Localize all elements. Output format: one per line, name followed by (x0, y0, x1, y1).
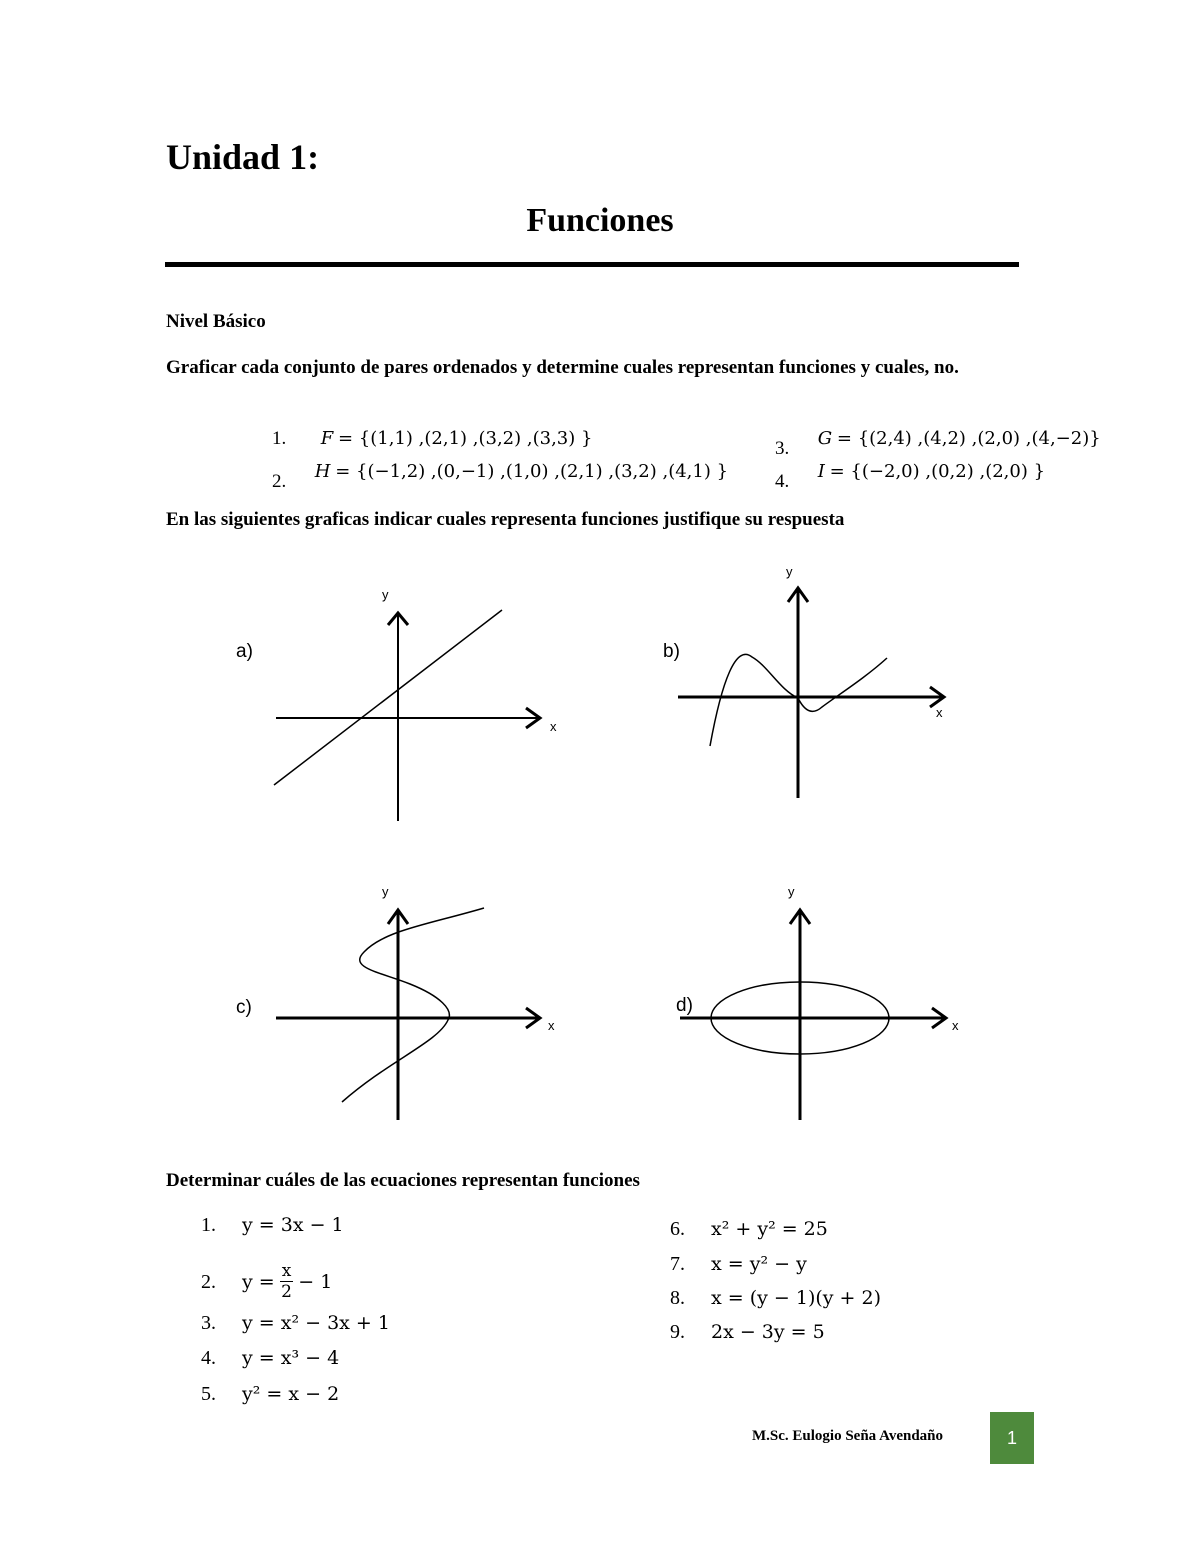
set-item (272, 461, 729, 492)
equation-number: 8. (670, 1287, 685, 1309)
equation-number: 7. (670, 1253, 685, 1275)
y-axis-label: y (382, 587, 389, 602)
set-expression: = {(−1,2) ,(0,−1) ,(1,0) ,(2,1) ,(3,2) ,(4,1) } (335, 461, 729, 482)
equation-item (201, 1263, 332, 1304)
set-number: 4. (775, 471, 790, 492)
equation-number: 6. (670, 1218, 685, 1240)
y-axis-label: y (788, 884, 795, 899)
set-item (775, 428, 1101, 459)
graph-a-curve (274, 610, 502, 785)
set-name: G (817, 428, 833, 449)
equation-expression: x² + y² = 25 (711, 1218, 828, 1240)
x-axis-label: x (548, 1018, 555, 1033)
set-expression: = {(2,4) ,(4,2) ,(2,0) ,(4,−2)} (836, 428, 1101, 449)
equation-number: 9. (670, 1321, 685, 1343)
equation-item (670, 1218, 828, 1241)
equation-item (201, 1383, 339, 1406)
x-axis-label: x (936, 705, 943, 720)
x-axis-label: x (550, 719, 557, 734)
equation-item (670, 1253, 807, 1276)
page-title: Funciones (526, 202, 674, 239)
equation-expression: x = (y − 1)(y + 2) (711, 1287, 882, 1309)
equation-expression: y² = x − 2 (242, 1383, 340, 1405)
section1-instruction: Graficar cada conjunto de pares ordenados y determine cuales representan funciones y cuales, no. (166, 357, 959, 378)
page-number: 1 (990, 1412, 1034, 1464)
graph-d (670, 880, 970, 1125)
equation-expression: y = 3x − 1 (242, 1214, 344, 1236)
equation-item (201, 1347, 339, 1370)
y-axis-label: y (382, 884, 389, 899)
graph-d-label: d) (676, 995, 693, 1016)
title-divider (165, 262, 1019, 267)
y-axis-label: y (786, 564, 793, 579)
fraction-numerator: x (281, 1261, 292, 1281)
set-name: F (320, 428, 334, 449)
graph-b (670, 560, 960, 805)
equation-expression: y = x³ − 4 (242, 1347, 340, 1369)
set-item (272, 428, 592, 450)
set-name: I (817, 461, 825, 482)
level-heading: Nivel Básico (166, 311, 266, 332)
fraction-denominator: 2 (281, 1282, 292, 1302)
section2-instruction: En las siguientes graficas indicar cuales representa funciones justifique su respuesta (166, 509, 845, 530)
graph-c (260, 880, 560, 1125)
equation-item (201, 1214, 344, 1237)
equation-number: 1. (201, 1214, 216, 1236)
equation-expression: x = y² − y (711, 1253, 807, 1275)
equation-item (670, 1321, 825, 1344)
equation-number: 3. (201, 1312, 216, 1334)
section3-heading: Determinar cuáles de las ecuaciones representan funciones (166, 1170, 640, 1191)
set-name: H (314, 461, 331, 482)
set-number: 3. (775, 438, 790, 459)
equation-expression: 2x − 3y = 5 (711, 1321, 825, 1343)
graph-a (260, 585, 560, 825)
set-expression: = {(−2,0) ,(0,2) ,(2,0) } (829, 461, 1046, 482)
graph-a-label: a) (236, 641, 253, 662)
set-expression: = {(1,1) ,(2,1) ,(3,2) ,(3,3) } (338, 428, 593, 449)
unit-title: Unidad 1: (166, 137, 320, 177)
set-number: 2. (272, 471, 287, 492)
equation-item (201, 1312, 390, 1335)
equation-number: 2. (201, 1271, 216, 1294)
x-axis-label: x (952, 1018, 959, 1033)
equation-number: 5. (201, 1383, 216, 1405)
equation-number: 4. (201, 1347, 216, 1369)
equation-expression: y = x² − 3x + 1 (242, 1312, 390, 1334)
graph-c-curve (342, 908, 484, 1102)
fraction (280, 1261, 294, 1302)
equation-rhs: − 1 (298, 1271, 333, 1294)
equation-lhs: y = (242, 1271, 275, 1294)
equation-item (670, 1287, 881, 1310)
author-credit: M.Sc. Eulogio Seña Avendaño (752, 1428, 944, 1444)
set-number: 1. (272, 428, 287, 449)
graph-b-label: b) (663, 641, 680, 662)
graph-c-label: c) (236, 997, 252, 1018)
set-item (775, 461, 1046, 492)
